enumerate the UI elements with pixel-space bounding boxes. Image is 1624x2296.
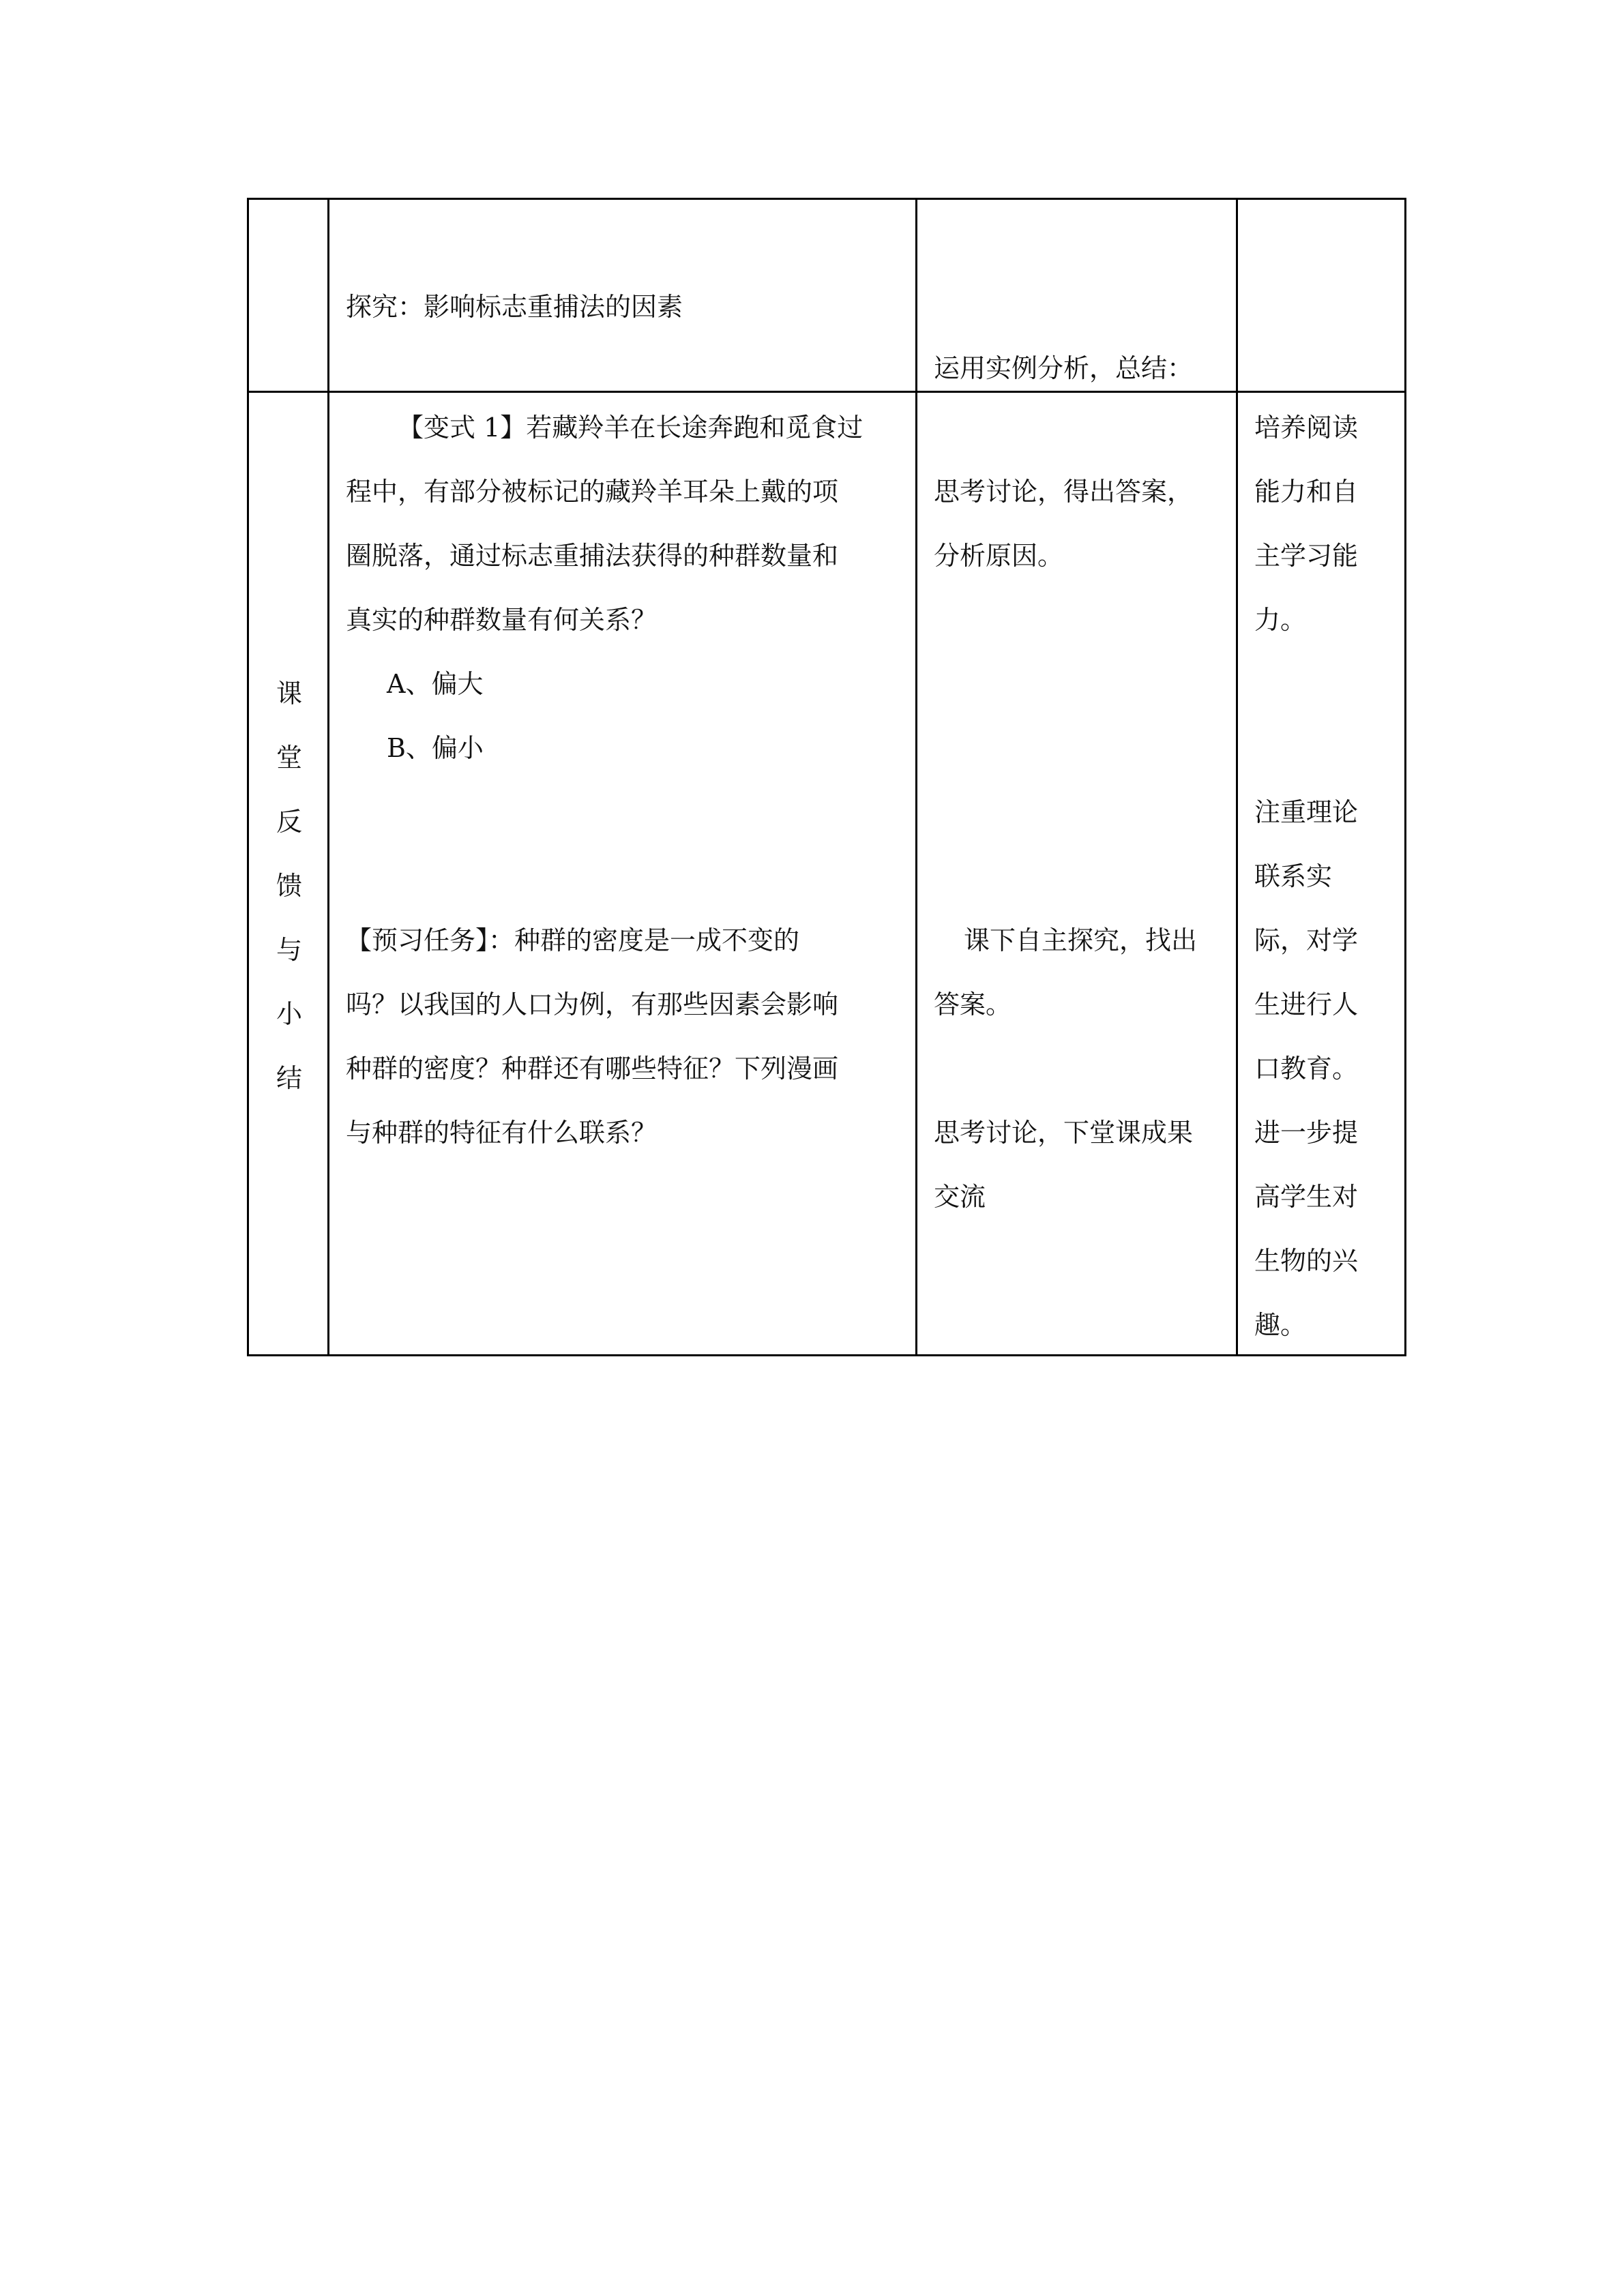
- activity-exchange: [934, 1101, 1226, 1229]
- text-line: 【预习任务】：种群的密度是一成不变的: [346, 925, 800, 955]
- activity-discuss: [934, 460, 1226, 588]
- text-line: 思考讨论，下堂课成果: [934, 1118, 1194, 1148]
- text-line: 生进行人: [1254, 989, 1359, 1019]
- text-line: 程中，有部分被标记的藏羚羊耳朵上戴的项: [346, 477, 839, 507]
- section-label-char: 小: [276, 999, 302, 1029]
- text-line: 生物的兴: [1254, 1246, 1359, 1276]
- preview-task: [346, 908, 906, 1165]
- text-line: 进一步提: [1254, 1118, 1359, 1148]
- lesson-plan-table: [247, 198, 1406, 1356]
- text-line: 与种群的特征有什么联系？: [346, 1118, 658, 1148]
- content-cell: [329, 392, 917, 1356]
- text-line: 圈脱落，通过标志重捕法获得的种群数量和: [346, 541, 839, 571]
- content-cell: [329, 199, 917, 392]
- purpose-theory: [1254, 780, 1400, 1357]
- purpose-reading: [1254, 396, 1400, 652]
- section-label-char: 堂: [276, 743, 302, 773]
- text-line: 高学生对: [1254, 1182, 1359, 1212]
- text-line: 真实的种群数量有何关系？: [346, 605, 658, 635]
- option-b: B、偏小: [387, 733, 484, 763]
- table-row: [248, 199, 1406, 392]
- text-line: 口教育。: [1254, 1054, 1359, 1084]
- purpose-cell: [1237, 199, 1406, 392]
- purpose-cell: [1237, 392, 1406, 1356]
- section-label-char: 课: [276, 679, 302, 709]
- text-line: 答案。: [934, 989, 1012, 1019]
- variant-question: [346, 396, 906, 652]
- text-line: 趣。: [1254, 1310, 1307, 1340]
- text-line: 分析原因。: [934, 541, 1064, 571]
- text-line: 培养阅读: [1254, 413, 1359, 443]
- section-label-char: 与: [276, 935, 302, 965]
- section-cell: [248, 392, 329, 1356]
- section-label-char: 结: [276, 1063, 302, 1093]
- text-line: 吗？以我国的人口为例，有那些因素会影响: [346, 989, 839, 1019]
- text-line: 力。: [1254, 605, 1307, 635]
- text-line: 交流: [934, 1182, 986, 1212]
- section-label-char: 反: [276, 807, 302, 837]
- activity-cell: [917, 199, 1237, 392]
- text-line: 【变式 1】若藏羚羊在长途奔跑和觅食过: [398, 413, 863, 443]
- explore-heading: 探究：影响标志重捕法的因素: [346, 292, 683, 322]
- text-line: 注重理论: [1254, 797, 1359, 827]
- text-line: 能力和自: [1254, 477, 1359, 507]
- text-line: 际，对学: [1254, 925, 1359, 955]
- activity-cell: [917, 392, 1237, 1356]
- text-line: 课下自主探究，找出: [964, 925, 1198, 955]
- section-label: [249, 661, 329, 1110]
- text-line: 主学习能: [1254, 541, 1359, 571]
- section-cell: [248, 199, 329, 392]
- option-a: A、偏大: [387, 669, 484, 699]
- activity-self-study: [934, 908, 1226, 1037]
- activity-text: 运用实例分析，总结：: [934, 353, 1194, 383]
- text-line: 思考讨论，得出答案，: [934, 477, 1194, 507]
- table-row: [248, 392, 1406, 1356]
- section-label-char: 馈: [276, 871, 302, 901]
- text-line: 种群的密度？种群还有哪些特征？下列漫画: [346, 1054, 839, 1084]
- text-line: 联系实: [1254, 861, 1333, 891]
